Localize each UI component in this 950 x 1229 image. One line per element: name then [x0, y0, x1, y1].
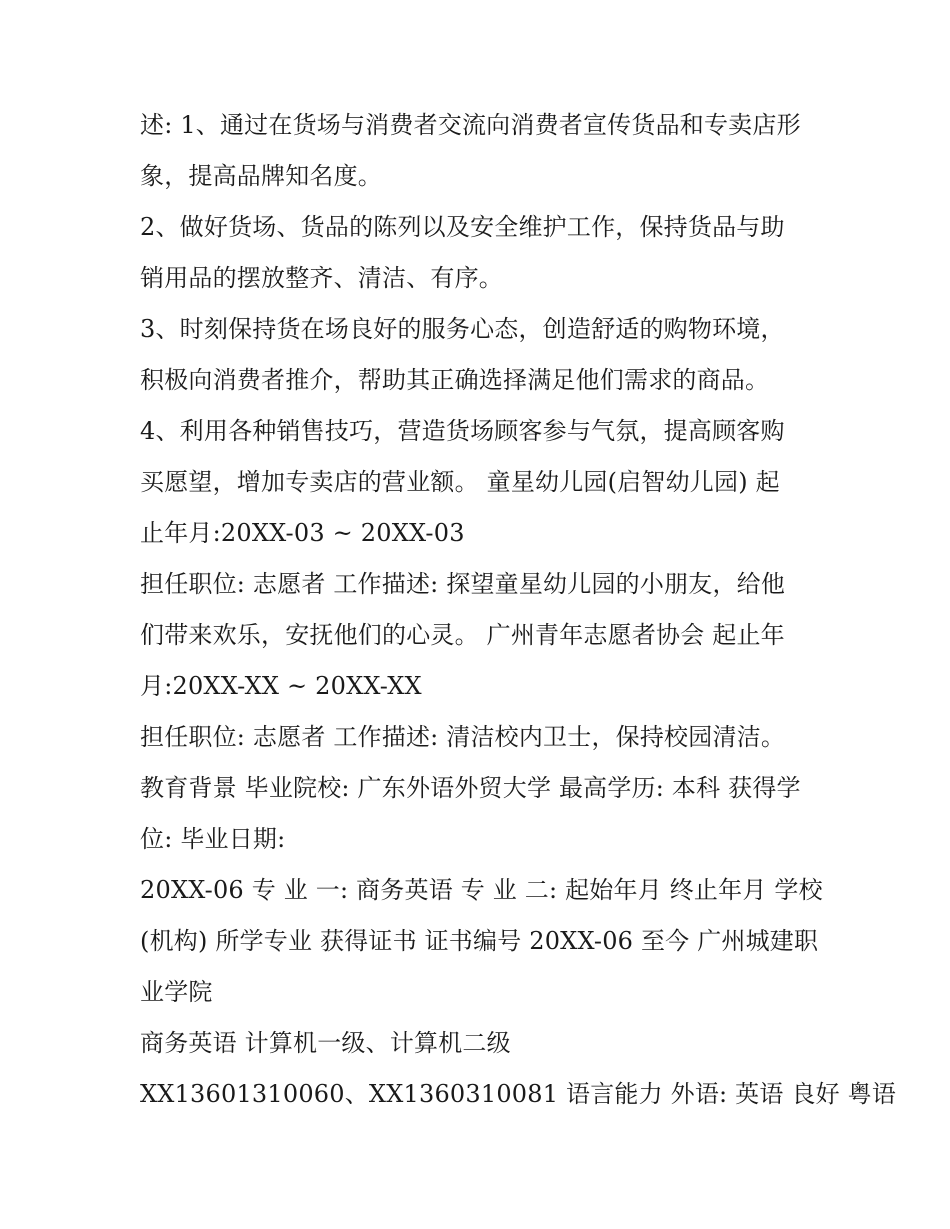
text-line: 象，提高品牌知名度。 — [140, 162, 382, 190]
text-line: 止年月:20XX-03 ~ 20XX-03 — [140, 519, 465, 547]
text-line: 积极向消费者推介，帮助其正确选择满足他们需求的商品。 — [140, 366, 770, 394]
text-line: 担任职位: 志愿者 工作描述: 清洁校内卫士，保持校园清洁。 — [140, 723, 786, 751]
text-line: 教育背景 毕业院校: 广东外语外贸大学 最高学历: 本科 获得学 — [140, 774, 801, 802]
text-line: 述: 1、通过在货场与消费者交流向消费者宣传货品和专卖店形 — [140, 111, 801, 139]
text-line: XX13601310060、XX1360310081 语言能力 外语: 英语 良好 粤语 — [140, 1080, 897, 1108]
document-body — [140, 100, 897, 1120]
text-line: 3、时刻保持货在场良好的服务心态，创造舒适的购物环境， — [140, 315, 785, 343]
text-line: 20XX-06 专 业 一: 商务英语 专 业 二: 起始年月 终止年月 学校 — [140, 876, 823, 904]
text-line: 位: 毕业日期: — [140, 825, 286, 853]
text-line: (机构) 所学专业 获得证书 证书编号 20XX-06 至今 广州城建职 — [140, 927, 819, 955]
text-line: 销用品的摆放整齐、清洁、有序。 — [140, 264, 503, 292]
text-line: 月:20XX-XX ~ 20XX-XX — [140, 672, 422, 700]
text-line: 买愿望，增加专卖店的营业额。 童星幼儿园(启智幼儿园) 起 — [140, 468, 780, 496]
text-line: 2、做好货场、货品的陈列以及安全维护工作，保持货品与助 — [140, 213, 785, 241]
text-line: 担任职位: 志愿者 工作描述: 探望童星幼儿园的小朋友，给他 — [140, 570, 786, 598]
text-line: 业学院 — [140, 978, 213, 1006]
text-line: 们带来欢乐，安抚他们的心灵。 广州青年志愿者协会 起止年 — [140, 621, 785, 649]
text-line: 商务英语 计算机一级、计算机二级 — [140, 1029, 511, 1057]
text-line: 4、利用各种销售技巧，营造货场顾客参与气氛，提高顾客购 — [140, 417, 785, 445]
